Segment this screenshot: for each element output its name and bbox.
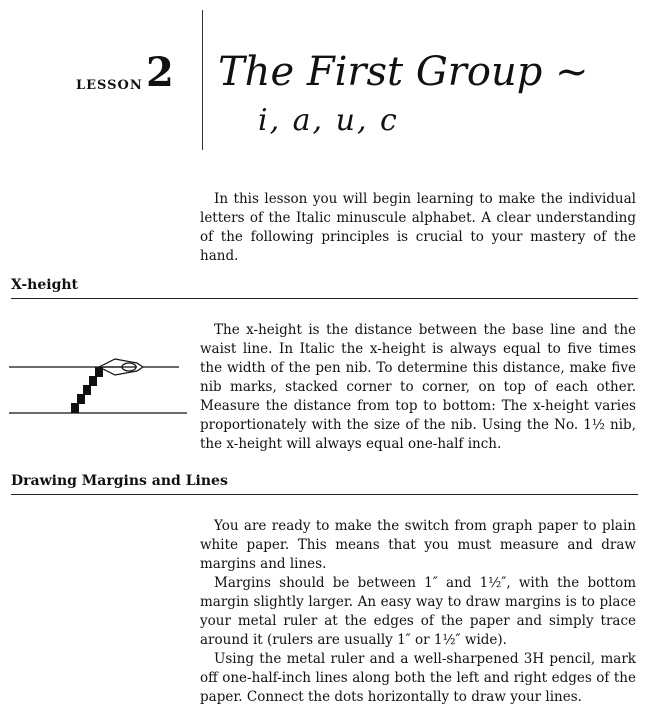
section-divider (11, 298, 638, 299)
lesson-subtitle-letters: i, a, u, c (258, 103, 399, 138)
section-heading-margins: Drawing Margins and Lines (11, 473, 228, 489)
x-height-body (200, 321, 636, 454)
nib-x-height-diagram (9, 345, 189, 425)
margins-paragraph-2: Margins should be between 1″ and 1½″, with the bottom margin slightly larger. An easy way to draw margins is to place your metal ruler at the edges of the paper and simply trace around it (rulers are usually 1″ or 1½″ wide). (200, 575, 636, 648)
lesson-label: LESSON (76, 78, 143, 93)
margins-paragraph-1: You are ready to make the switch from graph paper to plain white paper. This means that you must measure and draw margins and lines. (200, 518, 636, 572)
section-heading-x-height: X-height (11, 277, 79, 293)
x-height-paragraph: The x-height is the distance between the base line and the waist line. In Italic the x-height is always equal to five times the width of the pen nib. To determine this distance, make five nib marks, stacked corner to corner, on top of each other. Measure the distance from top to bottom: The x-height varies proportionately with the size of the nib. Using the No. 1½ nib, the x-height will always equal one-half inch. (200, 322, 636, 452)
lesson-title: The First Group ~ (218, 49, 589, 95)
pen-nib-icon (99, 359, 179, 375)
intro-text: In this lesson you will begin learning to make the individual letters of the Italic minuscule alphabet. A clear understanding of the following principles is crucial to your mastery of the hand. (200, 191, 636, 264)
title-divider (202, 10, 203, 150)
nib-marks (71, 367, 103, 413)
margins-paragraph-3: Using the metal ruler and a well-sharpened 3H pencil, mark off one-half-inch lines along both the left and right edges of the paper. Connect the dots horizontally to draw your lines. (200, 651, 636, 705)
intro-paragraph (200, 190, 636, 266)
margins-body (200, 517, 636, 707)
lesson-number: 2 (146, 49, 174, 96)
section-divider (11, 494, 638, 495)
